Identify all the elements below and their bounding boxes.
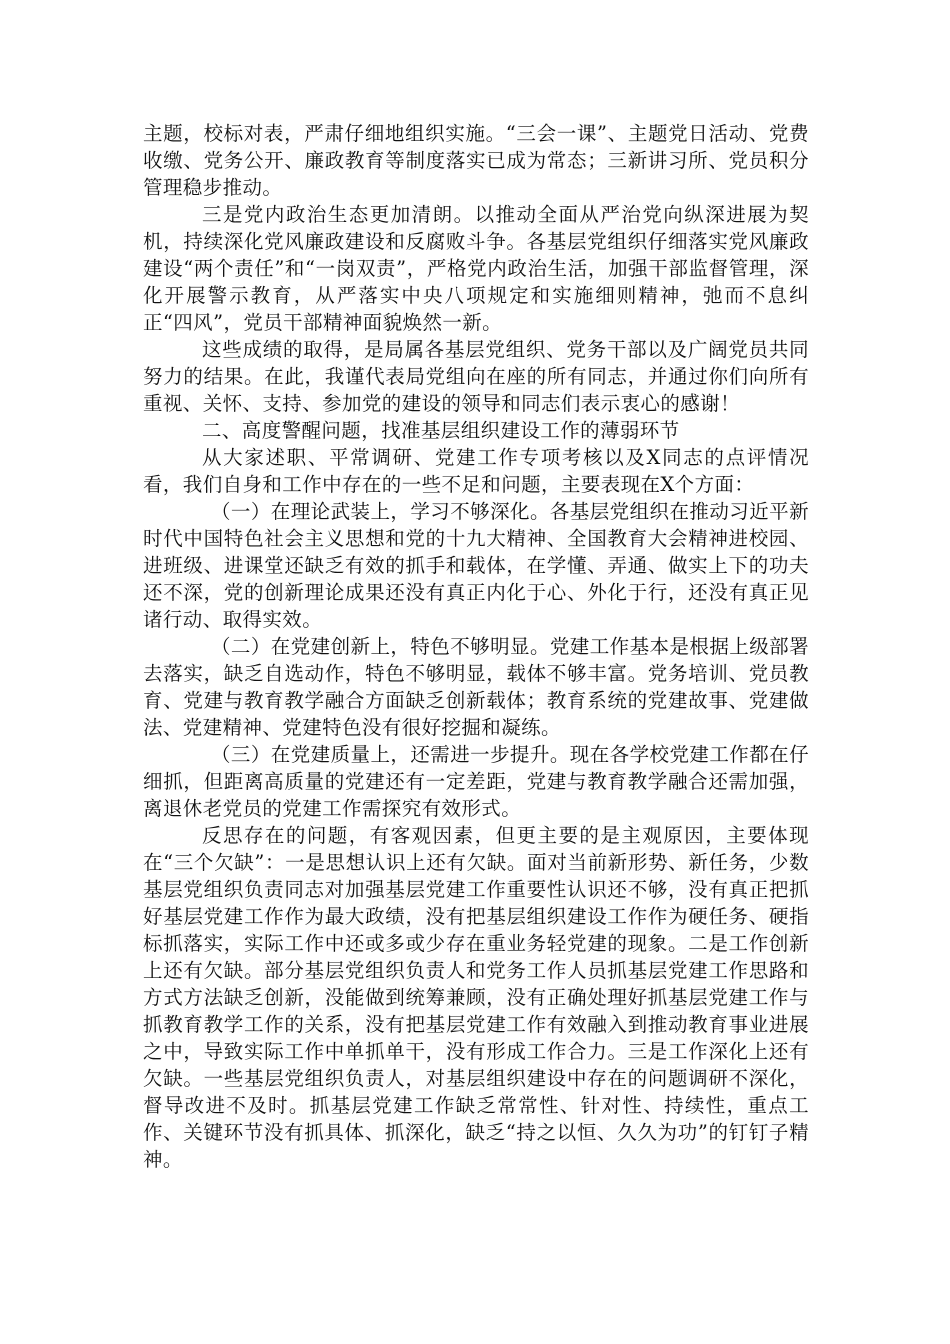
paragraph-point-two: （二）在党建创新上，特色不够明显。党建工作基本是根据上级部署去落实，缺乏自选动作，特色不够明显，载体不够丰富。党务培训、党员教育、党建与教育教学融合方面缺乏创新载体；教育系统的党建故事、党建做法、党建精神、党建特色没有很好挖掘和凝练。 <box>143 635 809 739</box>
paragraph-problems-intro: 从大家述职、平常调研、党建工作专项考核以及X同志的点评情况看，我们自身和工作中存在的一些不足和问题，主要表现在X个方面： <box>143 446 809 496</box>
paragraph-point-one: （一）在理论武装上，学习不够深化。各基层党组织在推动习近平新时代中国特色社会主义思想和党的十九大精神、全国教育大会精神进校园、进班级、进课堂还缺乏有效的抓手和载体，在学懂、弄通、做实上下的功夫还不深，党的创新理论成果还没有真正内化于心、外化于行，还没有真正见诸行动、取得实效。 <box>143 500 809 631</box>
section-heading-two: 二、高度警醒问题，找准基层组织建设工作的薄弱环节 <box>202 419 680 442</box>
paragraph-continuation: 主题，校标对表，严肃仔细地组织实施。“三会一课”、主题党日活动、党费收缴、党务公开、廉政教育等制度落实已成为常态；三新讲习所、党员积分管理稳步推动。 <box>143 122 809 199</box>
paragraph-acknowledgement: 这些成绩的取得，是局属各基层党组织、党务干部以及广阔党员共同努力的结果。在此，我谨代表局党组向在座的所有同志，并通过你们向所有重视、关怀、支持、参加党的建设的领导和同志们表示衷心的感谢！ <box>143 338 809 415</box>
paragraph-point-three: （三）在党建质量上，还需进一步提升。现在各学校党建工作都在仔细抓，但距离高质量的党建还有一定差距，党建与教育教学融合还需加强，离退休老党员的党建工作需探究有效形式。 <box>143 743 809 820</box>
document-body <box>143 120 809 1173</box>
paragraph-political-ecology: 三是党内政治生态更加清朗。以推动全面从严治党向纵深进展为契机，持续深化党风廉政建设和反腐败斗争。各基层党组织仔细落实党风廉政建设“两个责任”和“一岗双责”，严格党内政治生活，加强干部监督管理，深化开展警示教育，从严落实中央八项规定和实施细则精神，弛而不息纠正“四风”，党员干部精神面貌焕然一新。 <box>143 203 809 334</box>
paragraph-reflection: 反思存在的问题，有客观因素，但更主要的是主观原因，主要体现在“三个欠缺”：一是思想认识上还有欠缺。面对当前新形势、新任务，少数基层党组织负责同志对加强基层党建工作重要性认识还不够，没有真正把抓好基层党建工作作为最大政绩，没有把基层组织建设工作作为硬任务、硬指标抓落实，实际工作中还或多或少存在重业务轻党建的现象。二是工作创新上还有欠缺。部分基层党组织负责人和党务工作人员抓基层党建工作思路和方式方法缺乏创新，没能做到统筹兼顾，没有正确处理好抓基层党建工作与抓教育教学工作的关系，没有把基层党建工作有效融入到推动教育事业进展之中，导致实际工作中单抓单干，没有形成工作合力。三是工作深化上还有欠缺。一些基层党组织负责人，对基层组织建设中存在的问题调研不深化，督导改进不及时。抓基层党建工作缺乏常常性、针对性、持续性，重点工作、关键环节没有抓具体、抓深化，缺乏“持之以恒、久久为功”的钉钉子精神。 <box>143 824 809 1171</box>
